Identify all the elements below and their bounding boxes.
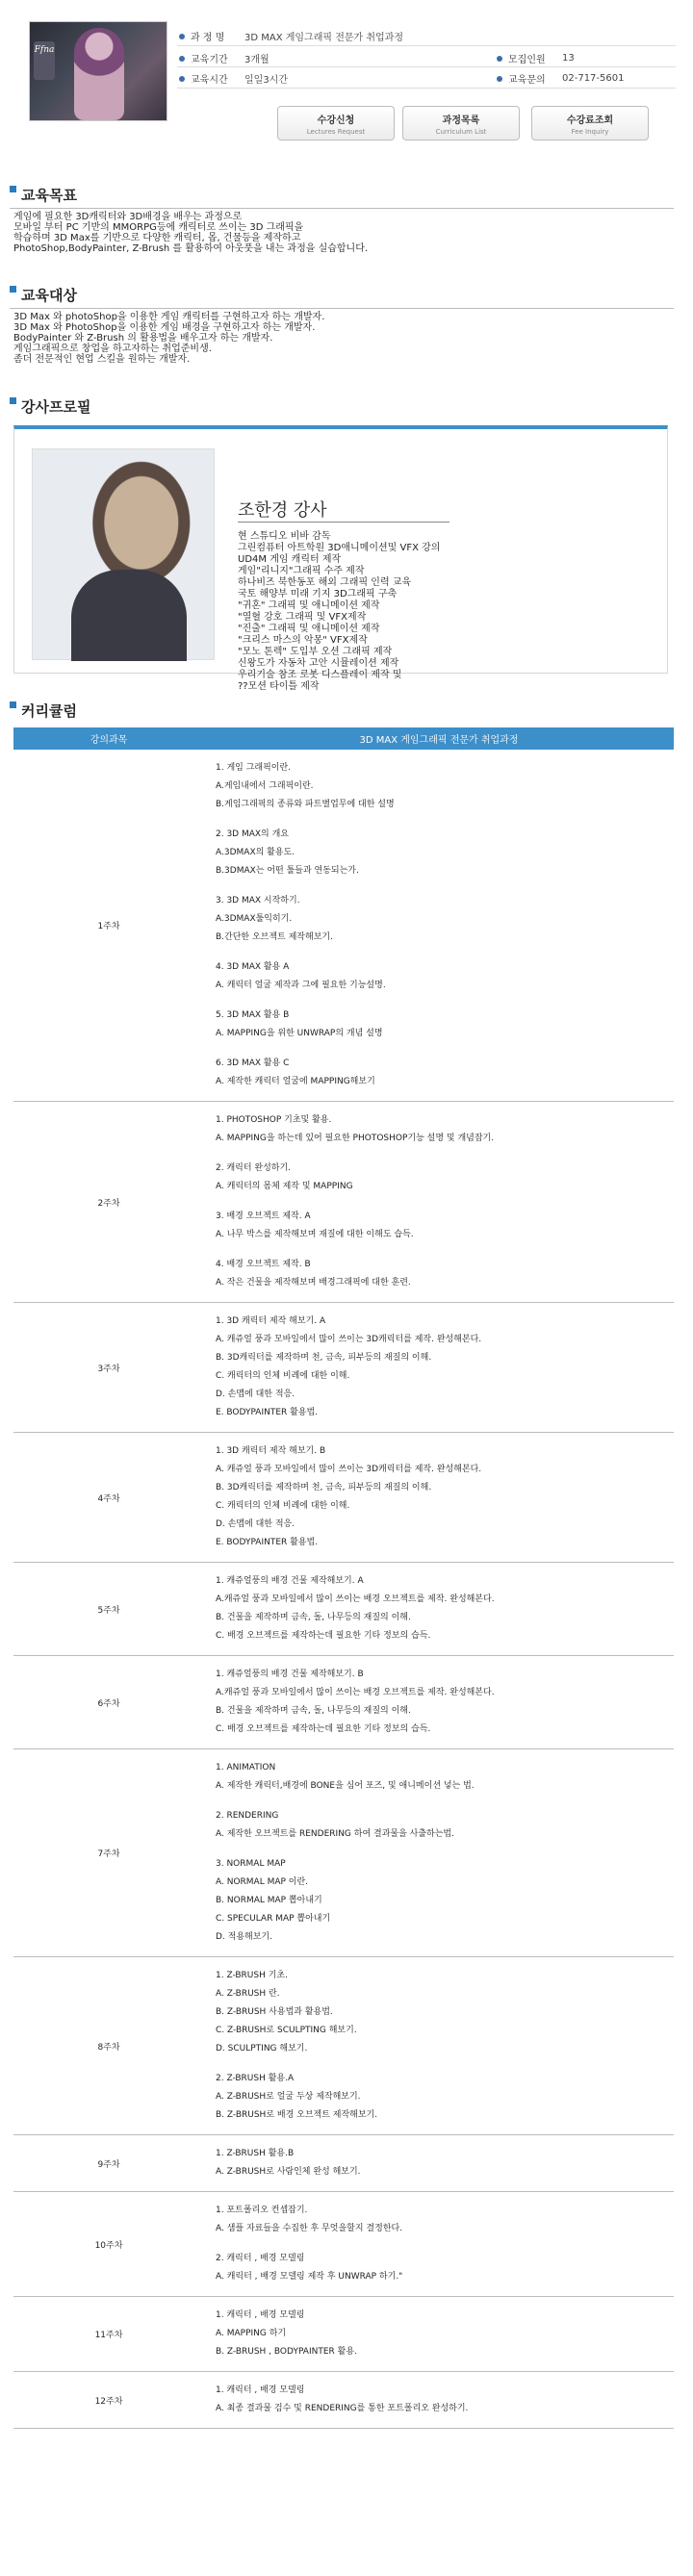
topic-item: B. Z-BRUSH 사용법과 활용법.	[216, 2007, 333, 2017]
topic-item: B. 3D캐릭터를 제작하며 천, 금속, 피부등의 재질의 이해.	[216, 1353, 432, 1363]
topic-block	[216, 1111, 674, 1148]
time-label: 교육시간	[191, 75, 228, 86]
capacity-value: 13	[562, 53, 575, 64]
topic-item: A. Z-BRUSH로 얼굴 두상 제작해보기.	[216, 2092, 361, 2102]
course-list-label: 과정목록	[442, 115, 480, 126]
topic-title: 2. RENDERING	[216, 1811, 279, 1821]
topic-title: 5. 3D MAX 활용 B	[216, 1010, 290, 1020]
table-row	[13, 1102, 674, 1303]
content-cell	[204, 1303, 674, 1433]
career-item: 우리기술 참조 로봇 디스플레이 제작 및	[238, 670, 402, 680]
topic-title: 1. 캐릭터 , 배경 모델링	[216, 2310, 305, 2320]
topic-item: A. 나무 박스를 제작해보며 재질에 대한 이해도 습득.	[216, 1230, 414, 1239]
course-list-button[interactable]	[402, 106, 520, 140]
bullet-icon	[179, 76, 185, 82]
topic-item: A. NORMAL MAP 이란.	[216, 1877, 309, 1887]
topic-item: A. 캐쥬얼 풍과 모바일에서 많이 쓰이는 3D캐릭터를 제작. 완성해본다.	[216, 1465, 482, 1474]
period-value: 3개월	[244, 55, 270, 65]
topic-item: A. 제작한 오브젝트를 RENDERING 하여 결과물을 사출하는법.	[216, 1829, 454, 1839]
topic-title: 4. 배경 오브젝트 제작. B	[216, 1260, 311, 1269]
goal-line: 학습하며 3D Max를 기반으로 다양한 캐릭터, 몹, 건물등을 제작하고	[13, 233, 301, 243]
topic-item: A. Z-BRUSH로 사람인체 완성 해보기.	[216, 2167, 361, 2177]
fee-inquiry-sub: Fee Inquiry	[571, 128, 609, 136]
section-bullet-icon	[10, 286, 16, 293]
time-row	[179, 71, 288, 86]
bullet-icon	[179, 56, 185, 62]
target-line: 게임그래픽으로 창업을 하고자하는 취업준비생.	[13, 344, 212, 354]
table-row	[13, 1749, 674, 1957]
topic-title: 1. Z-BRUSH 활용.B	[216, 2149, 295, 2158]
curriculum-table	[13, 727, 674, 2429]
profile-heading	[10, 396, 90, 417]
content-cell	[204, 1102, 674, 1303]
content-cell	[204, 1957, 674, 2135]
content-cell	[204, 2297, 674, 2372]
goal-text	[13, 212, 368, 254]
topic-item: A. 작은 건물을 제작해보며 배경그래픽에 대한 훈련.	[216, 1278, 411, 1288]
topic-block	[216, 1967, 674, 2058]
topic-item: B.간단한 오브젝트 제작해보기.	[216, 932, 333, 942]
topic-title: 1. 3D 캐릭터 제작 해보기. B	[216, 1446, 326, 1456]
content-cell	[204, 1433, 674, 1563]
topic-item: C. 배경 오브젝트를 제작하는데 필요한 기타 정보의 습득.	[216, 1631, 431, 1641]
goal-title: 교육목표	[21, 187, 77, 204]
topic-title: 2. Z-BRUSH 활용.A	[216, 2074, 295, 2083]
section-divider	[10, 308, 674, 309]
topic-item: A. 캐릭터 얼굴 제작과 그에 필요한 기능설명.	[216, 981, 386, 990]
content-cell	[204, 2372, 674, 2429]
table-row	[13, 750, 674, 1102]
topic-block	[216, 1055, 674, 1091]
goal-line: PhotoShop,BodyPainter, Z-Brush 를 활용하여 아웃풋을 내는 과정을 실습합니다.	[13, 243, 369, 254]
topic-item: B. Z-BRUSH , BODYPAINTER 활용.	[216, 2347, 357, 2357]
profile-box	[13, 425, 668, 692]
topic-block	[216, 1442, 674, 1552]
topic-block	[216, 2145, 674, 2181]
topic-block	[216, 1007, 674, 1043]
course-list-sub: Curriculum List	[435, 128, 487, 136]
goal-line: 게임에 필요한 3D캐릭터와 3D배경을 배우는 과정으로	[13, 212, 243, 222]
bullet-icon	[497, 56, 502, 62]
week-cell: 3주차	[13, 1303, 204, 1433]
content-cell	[204, 1563, 674, 1656]
curriculum-heading	[10, 701, 77, 721]
career-item: "귀혼" 그래픽 및 애니메이션 제작	[238, 600, 380, 611]
topic-item: C. 캐릭터의 인체 비례에 대한 이해.	[216, 1501, 350, 1511]
topic-block	[216, 892, 674, 947]
topic-item: B. 건물을 제작하며 금속, 돌, 나무등의 재질의 이해.	[216, 1706, 411, 1716]
table-row	[13, 1563, 674, 1656]
contact-label: 교육문의	[508, 75, 546, 86]
course-thumbnail	[29, 21, 167, 121]
contact-row	[497, 71, 624, 86]
period-row	[179, 51, 270, 65]
divider	[177, 66, 676, 67]
topic-item: B.게임그래픽의 종류와 파트별업무에 대한 설명	[216, 800, 395, 809]
topic-item: B. 3D캐릭터를 제작하며 천, 금속, 피부등의 재질의 이해.	[216, 1483, 432, 1492]
topic-item: A. 제작한 캐릭터,배경에 BONE을 심어 포즈, 및 애니메이션 넣는 법.	[216, 1781, 475, 1791]
content-cell	[204, 750, 674, 1102]
career-item: 하나비즈 북한동포 해외 그래픽 인력 교육	[238, 577, 412, 588]
section-bullet-icon	[10, 397, 16, 404]
section-divider	[10, 208, 674, 209]
week-cell: 4주차	[13, 1433, 204, 1563]
divider	[177, 88, 676, 89]
topic-block	[216, 759, 674, 814]
career-item: 국토 해양부 미래 기지 3D그래픽 구축	[238, 589, 398, 599]
divider	[177, 45, 676, 46]
topic-title: 1. Z-BRUSH 기초.	[216, 1971, 288, 1980]
career-item: UD4M 게임 캐릭터 제작	[238, 554, 342, 565]
bullet-icon	[497, 76, 502, 82]
instructor-photo	[32, 448, 215, 660]
thumbnail-logo: Ffna	[34, 41, 55, 80]
topic-item: C. 배경 오브젝트를 제작하는데 필요한 기타 정보의 습득.	[216, 1724, 431, 1734]
topic-title: 1. 포트폴리오 컨셉잡기.	[216, 2206, 308, 2215]
topic-block	[216, 2307, 674, 2361]
enroll-button[interactable]	[277, 106, 395, 140]
target-line: 좀더 전문적인 현업 스킬을 원하는 개발자.	[13, 354, 191, 365]
content-cell	[204, 1749, 674, 1957]
topic-block	[216, 1160, 674, 1196]
topic-item: A.게임내에서 그래픽이란.	[216, 781, 314, 791]
content-cell	[204, 2192, 674, 2297]
topic-block	[216, 2070, 674, 2125]
photo-body	[71, 570, 187, 661]
content-cell	[204, 1656, 674, 1749]
capacity-row	[497, 51, 575, 65]
table-row	[13, 2372, 674, 2429]
topic-item: E. BODYPAINTER 활용법.	[216, 1538, 319, 1547]
topic-block	[216, 1855, 674, 1947]
topic-item: D. 적용해보기.	[216, 1932, 272, 1942]
topic-item: A. 캐릭터 , 배경 모델링 제작 후 UNWRAP 하기."	[216, 2272, 403, 2282]
topic-block	[216, 2250, 674, 2286]
week-cell: 11주차	[13, 2297, 204, 2372]
topic-title: 2. 캐릭터 , 배경 모델링	[216, 2254, 305, 2263]
week-cell: 7주차	[13, 1749, 204, 1957]
topic-block	[216, 2202, 674, 2238]
topic-item: B. NORMAL MAP 뽑아내기	[216, 1896, 322, 1905]
topic-title: 4. 3D MAX 활용 A	[216, 962, 290, 972]
topic-block	[216, 826, 674, 880]
topic-item: C. SPECULAR MAP 뽑아내기	[216, 1914, 331, 1924]
table-row	[13, 1656, 674, 1749]
topic-block	[216, 958, 674, 995]
topic-block	[216, 1208, 674, 1244]
table-row	[13, 2135, 674, 2192]
career-item: "열혈 강호 그래픽 및 VFX제작	[238, 612, 367, 623]
curriculum-title: 커리큘럼	[21, 702, 77, 720]
topic-item: D. 손맵에 대한 적응.	[216, 1390, 295, 1399]
topic-item: A.캐쥬얼 풍과 모바일에서 많이 쓰이는 배경 오브젝트를 제작. 완성해본다.	[216, 1594, 495, 1604]
profile-title: 강사프로필	[21, 398, 91, 416]
course-header	[0, 0, 693, 159]
goal-line: 모바일 부터 PC 기반의 MMORPG등에 캐릭터로 쓰이는 3D 그래픽을	[13, 222, 304, 233]
table-header	[13, 727, 674, 750]
target-line: BodyPainter 와 Z-Brush 의 활용법을 배우고자 하는 개발자.	[13, 333, 273, 344]
career-item: "진출" 그래픽 및 애니메이션 제작	[238, 624, 380, 634]
career-item: 그린컴퓨터 아트학원 3D애니메이션및 VFX 강의	[238, 543, 441, 553]
topic-title: 3. NORMAL MAP	[216, 1859, 286, 1869]
col-course-header: 3D MAX 게임그래픽 전문가 취업과정	[204, 727, 674, 750]
topic-title: 1. 3D 캐릭터 제작 해보기. A	[216, 1316, 326, 1326]
week-cell: 1주차	[13, 750, 204, 1102]
week-cell: 12주차	[13, 2372, 204, 2429]
topic-item: B. 건물을 제작하며 금속, 돌, 나무등의 재질의 이해.	[216, 1613, 411, 1622]
topic-item: A. 캐릭터의 몸체 제작 및 MAPPING	[216, 1182, 353, 1191]
title-label: 과 정 명	[191, 33, 225, 43]
topic-block	[216, 1313, 674, 1422]
topic-block	[216, 1807, 674, 1844]
career-item: 게임"리니지"그래픽 수주 제작	[238, 566, 365, 576]
week-cell: 5주차	[13, 1563, 204, 1656]
topic-item: E. BODYPAINTER 활용법.	[216, 1408, 319, 1417]
period-label: 교육기간	[191, 55, 228, 65]
bullet-icon	[179, 34, 185, 39]
topic-title: 3. 3D MAX 시작하기.	[216, 896, 300, 905]
course-title-row	[179, 29, 403, 43]
target-title: 교육대상	[21, 287, 77, 304]
topic-item: D. 손맵에 대한 적응.	[216, 1519, 295, 1529]
topic-item: A. 최종 결과물 검수 및 RENDERING를 통한 포트폴리오 완성하기.	[216, 2404, 469, 2413]
table-row	[13, 2297, 674, 2372]
topic-block	[216, 1572, 674, 1645]
table-row	[13, 1433, 674, 1563]
target-line: 3D Max 와 PhotoShop을 이용한 게임 배경을 구현하고자 하는 개발자.	[13, 322, 316, 333]
topic-item: C. 캐릭터의 인체 비례에 대한 이해.	[216, 1371, 350, 1381]
week-cell: 6주차	[13, 1656, 204, 1749]
enroll-sub: Lectures Request	[306, 128, 366, 136]
week-cell: 2주차	[13, 1102, 204, 1303]
topic-item: D. SCULPTING 해보기.	[216, 2044, 308, 2053]
target-line: 3D Max 와 photoShop을 이용한 게임 캐릭터를 구현하고자 하는 개발자.	[13, 312, 325, 322]
section-bullet-icon	[10, 701, 16, 708]
topic-item: A. MAPPING 하기	[216, 2329, 287, 2338]
topic-item: B.3DMAX는 어떤 툴들과 연동되는가.	[216, 866, 359, 876]
topic-title: 2. 캐릭터 완성하기.	[216, 1163, 292, 1173]
topic-item: A. 제작한 캐릭터 얼굴에 MAPPING해보기	[216, 1077, 375, 1086]
topic-item: A. MAPPING을 위한 UNWRAP의 개념 설명	[216, 1029, 383, 1038]
topic-title: 6. 3D MAX 활용 C	[216, 1058, 290, 1068]
enroll-label: 수강신청	[317, 115, 355, 126]
topic-title: 2. 3D MAX의 개요	[216, 829, 289, 839]
instructor-name: 조한경 강사	[238, 500, 327, 521]
topic-block	[216, 2382, 674, 2418]
table-row	[13, 1303, 674, 1433]
career-item: "크리스 마스의 악몽" VFX제작	[238, 635, 368, 646]
character-figure	[74, 28, 124, 120]
target-heading	[10, 285, 77, 305]
topic-title: 1. 캐쥬얼풍의 배경 건물 제작해보기. B	[216, 1670, 364, 1679]
career-item: "모노 톤렉" 도입부 오션 그래픽 제작	[238, 647, 393, 657]
topic-item: A.3DMAX툴익히기.	[216, 914, 293, 924]
career-item: ??모션 타이틀 제작	[238, 681, 320, 692]
topic-item: A. 샘플 자료들을 수집한 후 무엇을할지 결정한다.	[216, 2224, 403, 2233]
career-item: 신왕도가 자동차 고안 시뮬레이션 제작	[238, 658, 399, 669]
topic-item: A.캐쥬얼 풍과 모바일에서 많이 쓰이는 배경 오브젝트를 제작. 완성해본다.	[216, 1688, 495, 1697]
topic-item: C. Z-BRUSH로 SCULPTING 해보기.	[216, 2026, 357, 2035]
topic-title: 1. 캐쥬얼풍의 배경 건물 제작해보기. A	[216, 1576, 364, 1586]
week-cell: 9주차	[13, 2135, 204, 2192]
topic-title: 1. PHOTOSHOP 기초및 활용.	[216, 1115, 332, 1125]
topic-title: 3. 배경 오브젝트 제작. A	[216, 1211, 311, 1221]
week-cell: 10주차	[13, 2192, 204, 2297]
career-item: 현 스튜디오 비바 감독	[238, 531, 331, 542]
topic-item: A. MAPPING을 하는데 있어 필요한 PHOTOSHOP기능 설명 및 개념잡기.	[216, 1134, 495, 1143]
topic-title: 1. ANIMATION	[216, 1763, 276, 1773]
content-cell	[204, 2135, 674, 2192]
topic-block	[216, 1666, 674, 1739]
fee-inquiry-button[interactable]	[531, 106, 649, 140]
topic-item: A. 캐쥬얼 풍과 모바일에서 많이 쓰이는 3D캐릭터를 제작. 완성해본다.	[216, 1335, 482, 1344]
target-text	[13, 312, 324, 365]
capacity-label: 모집인원	[508, 55, 546, 65]
time-value: 일일3시간	[244, 75, 289, 86]
course-title: 3D MAX 게임그래픽 전문가 취업과정	[244, 33, 404, 43]
topic-title: 1. 캐릭터 , 배경 모델링	[216, 2385, 305, 2395]
section-bullet-icon	[10, 186, 16, 192]
topic-item: B. Z-BRUSH로 배경 오브젝트 제작해보기.	[216, 2110, 378, 2120]
topic-block	[216, 1256, 674, 1292]
curriculum-body	[13, 750, 674, 2429]
contact-value: 02-717-5601	[562, 73, 625, 84]
table-row	[13, 1957, 674, 2135]
goal-heading	[10, 185, 77, 205]
topic-title: 1. 게임 그래픽이란.	[216, 763, 292, 773]
fee-inquiry-label: 수강료조회	[566, 115, 614, 126]
instructor-career	[238, 531, 440, 693]
col-week-header: 강의과목	[13, 727, 204, 750]
topic-item: A. Z-BRUSH 란.	[216, 1989, 280, 1999]
name-underline	[238, 522, 449, 523]
table-row	[13, 2192, 674, 2297]
topic-item: A.3DMAX의 활용도.	[216, 848, 295, 857]
week-cell: 8주차	[13, 1957, 204, 2135]
topic-block	[216, 1759, 674, 1796]
